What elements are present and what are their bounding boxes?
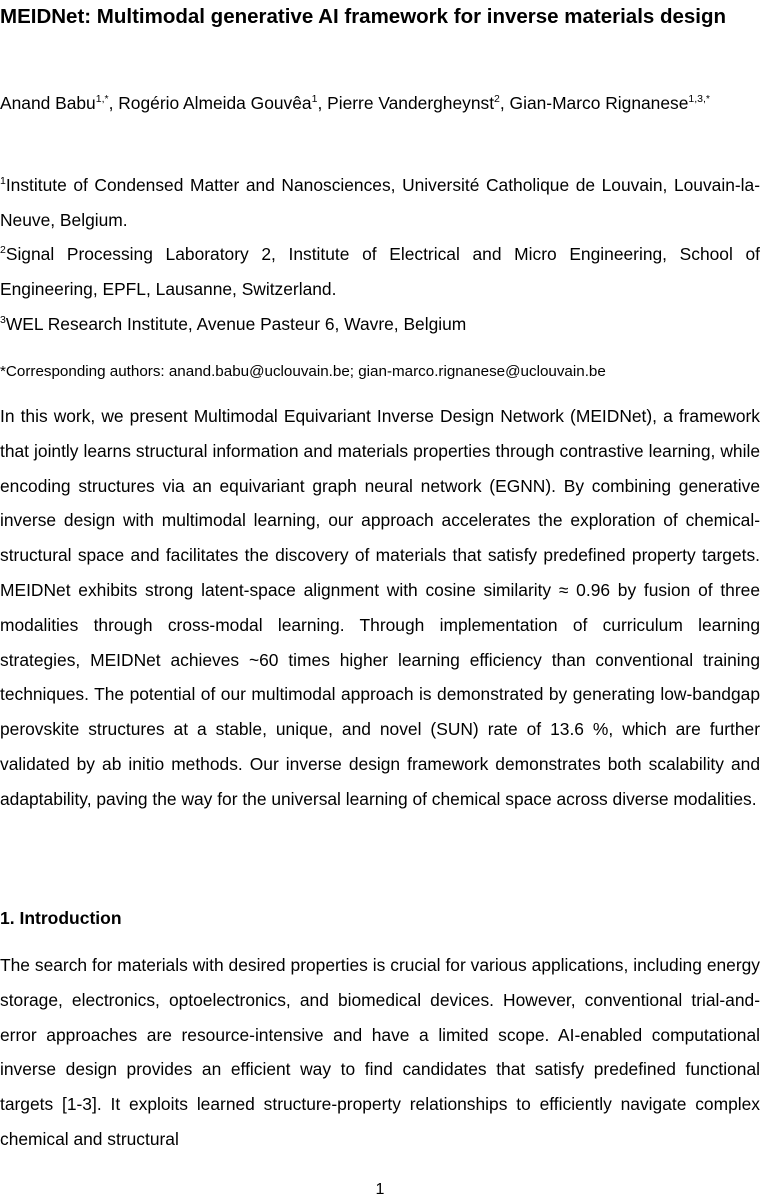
page-number: 1 xyxy=(375,1181,385,1198)
section-heading: 1. Introduction xyxy=(0,908,122,928)
author: Gian-Marco Rignanese$^{1,3,*}$ xyxy=(509,93,710,113)
author-list xyxy=(0,86,760,121)
paper-title: MEIDNet: Multimodal generative AI framework for inverse materials design xyxy=(0,5,727,28)
affiliation: $^3$WEL Research Institute, Avenue Pasteur 6, Wavre, Belgium xyxy=(0,314,467,334)
abstract: In this work, we present Multimodal Equivariant Inverse Design Network (MEIDNet), a framework that jointly learns structural information and materials properties through contrastive learning, while encoding structures via an equivariant graph neural network (EGNN). By combining generative inverse design with multimodal learning, our approach accelerates the exploration of chemical-structural space and facilitates the discovery of materials that satisfy predefined property targets. MEIDNet exhibits strong latent-space alignment with cosine similarity ≈ 0.96 by fusion of three modalities through cross-modal learning. Through implementation of curriculum learning strategies, MEIDNet achieves ~60 times higher learning efficiency than conventional training techniques. The potential of our multimodal approach is demonstrated by generating low-bandgap perovskite structures at a stable, unique, and novel (SUN) rate of 13.6 %, which are further validated by ab initio methods. Our inverse design framework demonstrates both scalability and adaptability, paving the way for the universal learning of chemical space across diverse modalities. xyxy=(0,406,760,809)
author: Pierre Vandergheynst$^2$, xyxy=(327,93,510,113)
intro-paragraph: The search for materials with desired properties is crucial for various applications, including energy storage, electronics, optoelectronics, and biomedical devices. However, conventional trial-and-error approaches are resource-intensive and have a limited scope. AI-enabled computational inverse design provides an efficient way to find candidates that satisfy predefined functional targets [1-3]. It exploits learned structure-property relationships to efficiently navigate complex chemical and structural xyxy=(0,955,760,1149)
author: Rogério Almeida Gouvêa$^1$, xyxy=(118,93,328,113)
corresponding-authors: *Corresponding authors: anand.babu@uclouvain.be; gian-marco.rignanese@uclouvain.be xyxy=(0,363,606,380)
author: Anand Babu$^{1,*}$, xyxy=(0,93,119,113)
affiliation: $^1$Institute of Condensed Matter and Nanosciences, Université Catholique de Louvain, Louvain-la-Neuve, Belgium. xyxy=(0,175,760,230)
affiliation: $^2$Signal Processing Laboratory 2, Institute of Electrical and Micro Engineering, School of Engineering, EPFL, Lausanne, Switzerland. xyxy=(0,244,760,299)
